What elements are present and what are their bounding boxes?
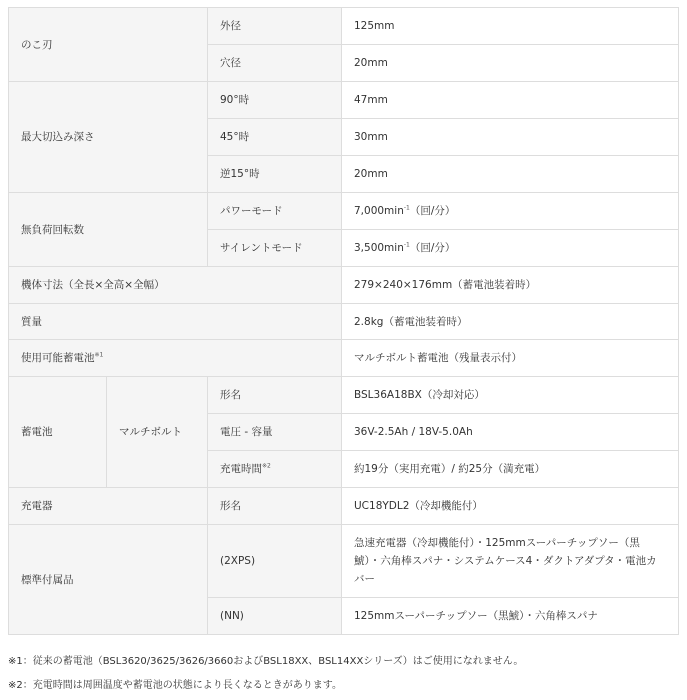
blade-outer-value: 125mm [342, 8, 679, 45]
speed-power-label: パワーモード [208, 193, 342, 230]
battery-model-value: BSL36A18BX（冷却対応） [342, 377, 679, 414]
row-charger [9, 488, 679, 525]
battery-voltage-label: 電圧 - 容量 [208, 414, 342, 451]
depth-90-value: 47mm [342, 82, 679, 119]
accessories-nn-value: 125mmスーパーチップソー（黒鯱）・六角棒スパナ [342, 598, 679, 635]
dimensions-label: 機体寸法（全長×全高×全幅） [9, 267, 342, 304]
row-accessories-xps [9, 525, 679, 598]
speed-power-value [342, 193, 679, 230]
usable-battery-label: 使用可能蓄電池 [21, 352, 95, 364]
charger-label: 充電器 [9, 488, 208, 525]
blade-hole-value: 20mm [342, 45, 679, 82]
depth-45-label: 45°時 [208, 119, 342, 156]
depth-45-value: 30mm [342, 119, 679, 156]
footnotes [8, 650, 523, 698]
speed-silent-tail: （回/分） [409, 242, 456, 254]
usable-battery-label-cell [9, 340, 342, 377]
row-blade-outer [9, 8, 679, 45]
speed-silent-number: 3,500min [354, 242, 404, 254]
speed-power-tail: （回/分） [409, 205, 456, 217]
depth-90-label: 90°時 [208, 82, 342, 119]
speed-silent-value [342, 230, 679, 267]
footnote-1: ※1：従来の蓄電池（BSL3620/3625/3626/3660およびBSL18XX、BSL14XXシリーズ）はご使用になれません。 [8, 656, 524, 667]
speed-silent-label: サイレントモード [208, 230, 342, 267]
usable-battery-value: マルチボルト蓄電池（残量表示付） [342, 340, 679, 377]
footnote-2: ※2：充電時間は周囲温度や蓄電池の状態により長くなるときがあります。 [8, 680, 342, 691]
spec-table [8, 7, 679, 635]
row-depth-90 [9, 82, 679, 119]
blade-hole-label: 穴径 [208, 45, 342, 82]
depth-rev15-label: 逆15°時 [208, 156, 342, 193]
dimensions-value: 279×240×176mm（蓄電池装着時） [342, 267, 679, 304]
row-speed-power [9, 193, 679, 230]
mass-label: 質量 [9, 304, 342, 340]
mass-value: 2.8kg（蓄電池装着時） [342, 304, 679, 340]
blade-label: のこ刃 [9, 8, 208, 82]
speed-power-number: 7,000min [354, 205, 404, 217]
usable-battery-ref: ※1 [94, 351, 104, 359]
battery-charge-label-cell [208, 451, 342, 488]
accessories-nn-label: (NN) [208, 598, 342, 635]
row-dimensions [9, 267, 679, 304]
speed-label: 無負荷回転数 [9, 193, 208, 267]
row-battery-model [9, 377, 679, 414]
battery-model-label: 形名 [208, 377, 342, 414]
blade-outer-label: 外径 [208, 8, 342, 45]
battery-charge-ref: ※2 [262, 462, 271, 470]
row-mass [9, 304, 679, 340]
accessories-xps-value: 急速充電器（冷却機能付）・125mmスーパーチップソー（黒鯱）・六角棒スパナ・システムケース4・ダクトアダプタ・電池カバー [342, 525, 679, 598]
battery-label: 蓄電池 [9, 377, 107, 488]
charger-model-value: UC18YDL2（冷却機能付） [342, 488, 679, 525]
speed-silent-sup: -1 [403, 241, 410, 249]
battery-charge-value: 約19分（実用充電）/ 約25分（満充電） [342, 451, 679, 488]
charger-model-label: 形名 [208, 488, 342, 525]
battery-charge-label: 充電時間 [220, 463, 262, 475]
depth-rev15-value: 20mm [342, 156, 679, 193]
battery-sub-label: マルチボルト [107, 377, 208, 488]
depth-label: 最大切込み深さ [9, 82, 208, 193]
battery-voltage-value: 36V-2.5Ah / 18V-5.0Ah [342, 414, 679, 451]
accessories-label: 標準付属品 [9, 525, 208, 635]
row-usable-battery [9, 340, 679, 377]
accessories-xps-label: (2XPS) [208, 525, 342, 598]
speed-power-sup: -1 [403, 204, 410, 212]
